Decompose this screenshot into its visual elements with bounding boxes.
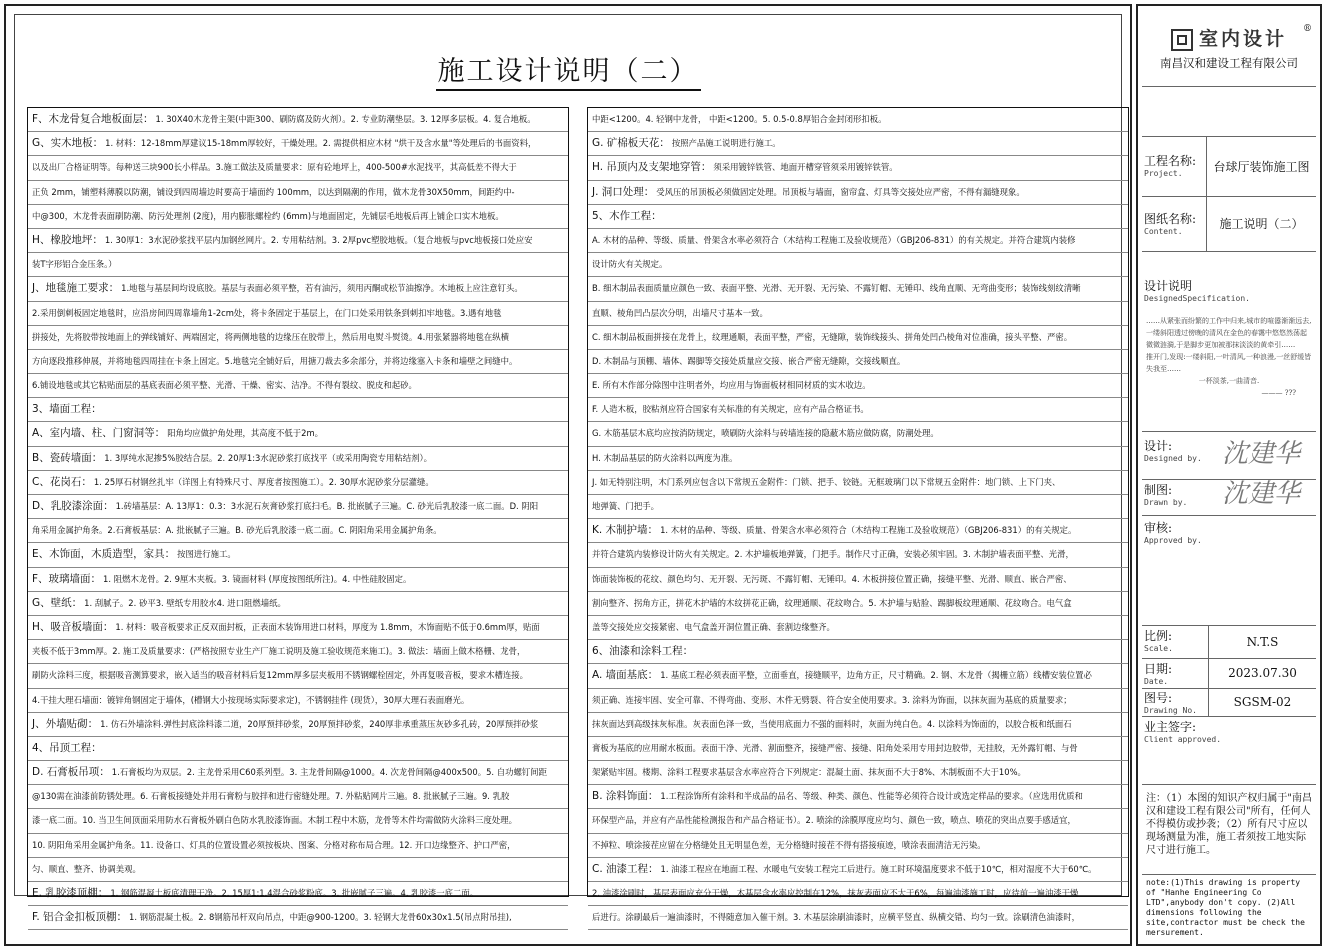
designer-label: 设计: xyxy=(1144,439,1173,453)
spec-line xyxy=(28,422,568,446)
spec-text-4: ——— ??? xyxy=(1261,389,1296,397)
drawing-frame xyxy=(4,4,1132,946)
drawn-row xyxy=(1142,479,1316,516)
spec-text: 1. 阻燃木龙骨。2. 9厘木夹板。3. 镜面材料 (厚度按图纸所注)。4. 中性硅胶固定。 xyxy=(103,573,412,584)
left-column xyxy=(27,107,569,924)
spec-line xyxy=(28,398,568,422)
spec-line xyxy=(588,616,1128,640)
spec-text: H. 木制品基层的防火涂料以两度为准。 xyxy=(592,452,738,463)
spec-heading: H、橡胶地坪： xyxy=(32,233,103,246)
spec-text: 受风压的吊顶板必须做固定处理。吊顶板与墙面，窗帘盒、灯具等交接处应严密，不得有漏缝现象。 xyxy=(656,186,1025,197)
spec-label: 设计说明 xyxy=(1144,279,1193,293)
spec-text-3: 一杯淡茶,一曲清音. xyxy=(1198,377,1260,385)
spec-text: 1.砖墙基层：A. 13厚1：0.3：3水泥石灰膏砂浆打底扫毛。B. 批嵌腻子三遍。C. 砂光后乳胶漆一底二面。D. 阴阳 xyxy=(115,501,539,511)
spec-line xyxy=(588,882,1128,906)
spec-text: D. 木制品与顶棚、墙体、踢脚等交接处质量应交接、嵌合严密无缝隙，交接线顺直。 xyxy=(592,355,906,366)
spec-line xyxy=(588,785,1128,809)
spec-line xyxy=(28,519,568,543)
right-column xyxy=(587,107,1129,923)
spec-line xyxy=(588,447,1128,471)
spec-heading: F、玻璃墙面： xyxy=(32,572,102,585)
spec-text: 1. 25厚石材钢丝扎牢（详图上有特殊尺寸、厚度者按图施工）。2. 30厚水泥砂浆分层灌缝。 xyxy=(93,476,434,487)
spec-text: 方向逐段推移伸展，并将地毯四周挂在卡条上固定。5.地毯完全铺好后，用搪刀裁去多余部分，并将边缘塞入卡条和墙壁之间缝中。 xyxy=(32,355,518,366)
note-en-row xyxy=(1142,874,1316,944)
spec-line xyxy=(588,471,1128,495)
spec-heading: G. 矿棉板天花： xyxy=(592,137,670,150)
spec-text: 按图进行施工。 xyxy=(177,549,236,560)
spec-line xyxy=(588,640,1128,664)
spec-line xyxy=(28,737,568,761)
note-zh-row xyxy=(1142,784,1316,875)
spec-line xyxy=(588,181,1128,205)
drawn-signature: 沈建华 xyxy=(1222,479,1301,509)
project-value: 台球厅装饰施工图 xyxy=(1206,136,1316,196)
spec-line xyxy=(588,689,1128,713)
spec-text: 架紧贴牢固。楼期、涂料工程要求基层含水率应符合下列规定：混凝土面、抹灰面不大于8%、木制板面不大于10%。 xyxy=(592,767,1026,778)
spec-line xyxy=(588,326,1128,350)
spec-text: 直顺、棱角凹凸层次分明，出墙尺寸基本一致。 xyxy=(592,307,768,318)
spec-heading: B. 涂料饰面： xyxy=(592,790,659,803)
page-title: 施工设计说明（二） xyxy=(15,49,1121,88)
content-sub: Content. xyxy=(1144,227,1183,236)
spec-line xyxy=(588,350,1128,374)
title-block xyxy=(1136,4,1322,946)
client-row xyxy=(1142,716,1316,785)
spec-heading: G、壁纸： xyxy=(32,596,83,609)
spec-text: 饰面装饰板的花纹、颜色均匀、无开裂、无污斑、不露钉帽、无锤印。4. 木板拼接位置正确，接缝平整、光滑、顺直、嵌合严密、 xyxy=(592,573,1072,584)
spec-text: 盖等交接处应交接紧密、电气盒盖开洞位置正确、套割边缘整齐。 xyxy=(592,621,835,632)
spec-line xyxy=(28,592,568,616)
spec-line xyxy=(28,906,568,930)
logo-icon xyxy=(1171,29,1193,51)
spec-line xyxy=(28,350,568,374)
spec-text: 夹板不低于3mm厚。2. 施工及质量要求：(严格按照专业生产厂施工说明及施工验收规范来施工)。3. 做法：墙面上做木格栅、龙骨， xyxy=(32,646,526,657)
spec-text: 1. 钢筋混凝土板。2. 8钢筋吊杆双向吊点，中距@900-1200。3. 轻钢大龙骨60x30x1.5(吊点附吊挂), xyxy=(129,912,512,923)
client-label: 业主签字: xyxy=(1144,720,1197,734)
spec-line xyxy=(28,447,568,471)
spec-line xyxy=(588,422,1128,446)
content-value: 施工说明（二） xyxy=(1206,196,1316,251)
spec-heading: D、乳胶漆涂面： xyxy=(32,500,114,512)
drawing-no-label: 图号: xyxy=(1144,691,1173,705)
spec-text: 1. 刮腻子。2. 砂平3. 壁纸专用胶水4. 进口阻燃墙纸。 xyxy=(84,597,286,608)
spec-text: 1. 3厚纯水泥掺5%胶结合层。2. 20厚1:3水泥砂浆打底找平（或采用陶瓷专用粘结剂）。 xyxy=(104,452,433,463)
spec-text: 1. 基底工程必须表面平整，立面垂直，接缝顺平，边角方正，尺寸精确。2. 钢、木龙骨（揭栅立筋）线槽安装位置必 xyxy=(660,670,1092,681)
scale-label: 比例: xyxy=(1144,629,1173,643)
spec-text: 4.干挂大理石墙面：镀锌角钢固定于墙体，(槽钢大小按现场实际要求定)，不锈钢挂件 (现货），30厚大理石表面磨光。 xyxy=(32,694,470,705)
spec-text: 环保型产品，并应有产品性能检测报告和产品合格证书）。2. 喷涂的涂膜厚度应均匀、颜色一致，喷点、喷花的突出点要手感适宜， xyxy=(592,815,1076,826)
spec-line xyxy=(588,108,1128,132)
spec-line xyxy=(28,568,568,592)
spec-text: 按照产品施工说明进行施工。 xyxy=(671,138,781,149)
spec-line xyxy=(588,761,1128,785)
spec-heading: 3、墙面工程： xyxy=(32,403,102,416)
spec-text: 1. 油漆工程应在地面工程、水暖电气安装工程完工后进行。施工时环境温度要求不低于10℃，相对湿度不大于60℃。 xyxy=(660,863,1097,874)
spec-text: G. 木筋基层木底均应按消防规定，喷刷防火涂料与砖墙连接的隐蔽木筋应做防腐，防潮处理。 xyxy=(592,428,939,439)
spec-line xyxy=(28,471,568,495)
drawing-no-sub: Drawing No. xyxy=(1144,706,1197,715)
drawn-sub: Drawn by. xyxy=(1144,498,1188,507)
spec-text-1: ……从紧张而纷繁的工作中归来,城市的喧嚣渐渐远去,一缕斜阳透过傍晚的清风在金色的春霭中悠悠然荡起微微涟漪,于是脚步更加被那抹淡淡的黄牵引…… xyxy=(1146,317,1312,349)
spec-line xyxy=(28,229,568,253)
blank-row xyxy=(1142,86,1316,137)
spec-line xyxy=(28,761,568,785)
company-logo: 室内设计 xyxy=(1142,24,1316,51)
spec-line xyxy=(28,132,568,156)
spec-text: 1. 材料：12-18mm厚建议15-18mm厚较好，干燥处理。2. 需提供相应木材 "烘干及含水量"等处理后的书面资料， xyxy=(105,138,537,149)
spec-text: 后进行。涂刷最后一遍油漆时，不得随意加入催干剂。3. 木基层涂刷油漆时，应横平竖直、纵横交错、均匀一致。涂刷清色油漆时， xyxy=(592,912,1081,923)
drawing-inner-frame xyxy=(14,14,1122,924)
spec-heading: H、吸音板墙面： xyxy=(32,620,114,633)
spec-line xyxy=(588,398,1128,422)
spec-heading: F. 铝合金扣板顶棚： xyxy=(32,911,128,924)
approved-row xyxy=(1142,515,1316,626)
spec-heading: 6、油漆和涂料工程： xyxy=(592,645,694,658)
approved-sub: Approved by. xyxy=(1144,536,1202,545)
spec-text: 6.铺设地毯或其它粘贴面层的基底表面必须平整、光滑、干燥、密实、洁净。不得有裂纹、脱皮和起砂。 xyxy=(32,380,417,391)
spec-text: E. 所有木作部分除图中注明者外，均应用与饰面板材相同材质的实木收边。 xyxy=(592,380,871,391)
note-zh: 注：（1）本图的知识产权归属于"南昌汉和建设工程有限公司"所有，任何人不得模仿或抄袭；（2）所有尺寸应以现场测量为准，施工者须按工地实际尺寸进行施工。 xyxy=(1146,793,1312,856)
spec-heading: B、瓷砖墙面： xyxy=(32,451,103,464)
spec-line xyxy=(588,277,1128,301)
spec-line xyxy=(588,592,1128,616)
spec-text: 匀、顺直、整齐、协调美观。 xyxy=(32,863,141,874)
spec-heading: C、花岗石： xyxy=(32,475,92,488)
spec-line xyxy=(588,543,1128,567)
spec-text: 并符合建筑内装修设计防火有关规定。2. 木护墙板地弹簧，门把手。制作尺寸正确，安装必须牢固。3. 木制护墙表面平整、光滑， xyxy=(592,549,1074,560)
spec-line xyxy=(28,302,568,326)
date-sub: Date. xyxy=(1144,677,1169,686)
spec-line xyxy=(588,906,1128,930)
spec-line xyxy=(28,495,568,519)
spec-text: 刷防火涂料三度，根据吸音测算要求，嵌入适当的吸音材料后复12mm厚多层夹板用不锈钢螺栓固定，外再复吸音板，要求木槽连接。 xyxy=(32,670,528,681)
spec-line xyxy=(588,156,1128,180)
spec-sub: DesignedSpecification. xyxy=(1144,294,1250,303)
spec-heading: J. 洞口处理： xyxy=(592,185,655,198)
spec-text: 2.采用倒刺板固定地毯时，应沿房间四周靠墙角1-2cm处，将卡条固定于基层上，在门口处采用铁条到刺扣牢地毯。3.遇有地毯 xyxy=(32,307,502,318)
spec-line xyxy=(28,640,568,664)
spec-text: 1. 30厚1：3水泥砂浆找平层内加钢丝网片。2. 专用粘结剂。3. 2厚pvc塑胶地板。（复合地板与pvc地板接口处应安 xyxy=(104,234,533,245)
spec-heading: A. 墙面基底： xyxy=(592,669,659,682)
spec-line xyxy=(28,858,568,882)
spec-heading: G、实木地板： xyxy=(32,137,104,150)
spec-text: 1.石膏板均为双层。2. 主龙骨采用C60系列型。3. 主龙骨间隔@1000。4. 次龙骨间隔@400x500。5. 自功螺钉间距 xyxy=(111,767,547,778)
spec-line xyxy=(28,156,568,180)
project-label: 工程名称: xyxy=(1144,154,1197,168)
spec-line xyxy=(28,374,568,398)
spec-line xyxy=(588,834,1128,858)
project-sub: Project. xyxy=(1144,169,1183,178)
content-label: 图纸名称: xyxy=(1144,212,1197,226)
note-en: note:(1)This drawing is property of "Hanhe Engineering Co LTD",anybody don't copy. (2)All dimensions following the site,contractor must be check the mersurement. xyxy=(1146,878,1305,937)
spec-text: 1. 材料：吸音板要求正反双面封板，正表面木装饰用进口材料，厚度为 1.8mm，木饰面贴不低于0.6mm厚，贴面 xyxy=(115,621,540,632)
spec-text: 漆一底二面。10. 当卫生间顶面采用防水石膏板外刷白色防水乳胶漆饰面。木制工程中木筋，龙骨等木件均需做防火涂料三度处理。 xyxy=(32,815,517,826)
spec-line xyxy=(588,858,1128,882)
spec-text: 装T字形铝合金压条。） xyxy=(32,259,117,270)
designer-sub: Designed by. xyxy=(1144,454,1202,463)
scale-row xyxy=(1142,625,1316,659)
spec-text: 抹灰面达到高级抹灰标准。灰表面色泽一致，当使用底面力不强的面料时，灰面为纯白色。4. 以涂料为饰面的，以胶合板和纸面石 xyxy=(592,718,1072,729)
spec-heading: J、地毯施工要求： xyxy=(32,282,120,295)
company-name: 南昌汉和建设工程有限公司 xyxy=(1160,56,1298,70)
spec-text: 须采用镀锌铁管、地面开槽穿管须采用镀锌铁管。 xyxy=(713,162,898,173)
spec-line xyxy=(588,495,1128,519)
spec-heading: 4、吊顶工程： xyxy=(32,741,102,754)
spec-line xyxy=(28,108,568,132)
spec-line xyxy=(28,205,568,229)
date-value: 2023.07.30 xyxy=(1208,658,1316,688)
spec-line xyxy=(28,616,568,640)
scale-value: N.T.S xyxy=(1208,625,1316,658)
spec-text: J. 如无特别注明，木门系列应包含以下常规五金附件：门锁、把手、铰链。无框玻璃门以下常规五金附件：地门锁、上下门夹、 xyxy=(592,476,1061,487)
spec-line xyxy=(28,326,568,350)
client-sub: Client approved. xyxy=(1144,735,1222,744)
spec-line xyxy=(588,132,1128,156)
spec-heading: E、木饰面，木质造型，家具： xyxy=(32,548,176,561)
spec-text: B. 细木制品表面质量应颜色一致、表面平整、光滑、无开裂、无污染、不露钉帽、无锤印、线角直顺、无弯曲变形；装饰线刻纹清晰 xyxy=(592,283,1081,294)
spec-line xyxy=(588,374,1128,398)
spec-text: 中@300，木龙骨表面刷防潮、防污处理剂 (2度)，用内膨胀螺栓约 (6mm)与地面固定，先铺层毛地板后再上铺企口实木地板。 xyxy=(32,210,504,221)
spec-text: F. 人造木板，胶粘剂应符合国家有关标准的有关规定，应有产品合格证书。 xyxy=(592,404,869,415)
spec-heading: A、室内墙、柱、门窗洞等： xyxy=(32,427,166,440)
spec-text: 1.地毯与基层间均设底胶。基层与表面必须平整，若有油污，须用丙酮或松节油擦净。木地板上应注意钉头。 xyxy=(121,283,523,294)
spec-line xyxy=(28,882,568,906)
spec-text: 不掉粒、喷涂接茬应留在分格缝处且无明显色差，无分格缝时接茬不得有搭接痕迹，喷涂表面清洁无污染。 xyxy=(592,839,986,850)
spec-text: 1.工程涂饰所有涂料和半成品的品名、等级、种类、颜色、性能等必须符合设计或选定样品的要求。（应选用优质和 xyxy=(660,791,1083,802)
spec-text: 2. 油漆涂刷时，基层表面应充分干燥，木基层含水率应控制在12%，抹灰表面应不大于6%，每遍油漆施工时，应待前一遍油漆干燥 xyxy=(592,888,1079,898)
content-row xyxy=(1142,196,1316,252)
spec-line xyxy=(28,834,568,858)
spec-text: 膏板为基底的应用耐水板面。表面干净、光滑、割面整齐，接缝严密、接缝、阳角处采用专用封边胶带，无挂胶，无外露钉帽、与骨 xyxy=(592,742,1078,753)
drawing-no-value: SGSM-02 xyxy=(1208,688,1316,716)
scale-sub: Scale. xyxy=(1144,644,1173,653)
spec-text: 1. 仿石外墙涂料.弹性封底涂料漆二道，20厚预拌砂浆，20厚预拌砂浆，240厚非承重蒸压灰砂多孔砖，20厚预拌砂浆 xyxy=(100,718,539,729)
spec-line xyxy=(588,664,1128,688)
spec-line xyxy=(588,568,1128,592)
spec-text: 割向整齐、拐角方正，拼花木护墙的木纹拼花正确，纹理通顺、花纹吻合。5. 木护墙与贴脸、踢脚板纹理通顺、花纹吻合。电气盒 xyxy=(592,597,1072,608)
spec-text: 正负 2mm，铺塑料薄膜以防潮，铺设到四周墙边时要高于墙面约 100mm，以达到隔潮的作用，做木龙骨30X50mm，间距约中- xyxy=(32,186,515,197)
spec-heading: K. 木制护墙： xyxy=(592,524,659,537)
spec-line xyxy=(588,713,1128,737)
spec-line xyxy=(588,302,1128,326)
spec-line xyxy=(588,519,1128,543)
registered-mark: ® xyxy=(1303,24,1312,34)
logo-row xyxy=(1142,6,1316,87)
spec-line xyxy=(28,253,568,277)
spec-text: 1. 木材的品种、等级、质量、骨架含水率必须符合（木结构工程施工及验收规范）（GBJ206-831）的有关规定。 xyxy=(660,525,1077,536)
spec-text: @130需在油漆前防锈处理。6. 石膏板接缝处并用石膏粉与胶拌和进行密缝处理。7. 外粘贴网片三遍。8. 批嵌腻子三遍。9. 乳胶 xyxy=(32,791,510,802)
spec-line xyxy=(588,809,1128,833)
spec-text: 中距<1200。4. 轻钢中龙骨， 中距<1200。5. 0.5-0.8厚铝合金封闭形扣板。 xyxy=(592,114,887,124)
spec-text: 拼接处，先将胶带按地面上的弹线铺好、两端固定，将两侧地毯的边缘压在胶带上，然后用电熨斗熨烫。4.用张紧器将地毯在纵横 xyxy=(32,331,509,342)
approved-label: 审核: xyxy=(1144,521,1173,535)
spec-text: 10. 阴阳角采用金属护角条。11. 设备口、灯具的位置设置必须按板块、图案、分格对称布局合理。12. 开口边缘整齐、护口严密， xyxy=(32,839,516,850)
spec-line xyxy=(28,664,568,688)
date-row xyxy=(1142,658,1316,689)
spec-line xyxy=(28,543,568,567)
spec-heading: J、外墙贴砌： xyxy=(32,717,99,730)
spec-heading: E. 乳胶漆顶棚： xyxy=(32,887,109,899)
spec-text: 1. 30X40木龙骨主架(中距300、刷防腐及防火剂）。2. 专业防潮垫层。3. 12厚多层板。4. 复合地板。 xyxy=(155,114,536,124)
spec-heading: H. 吊顶内及支架地穿管： xyxy=(592,161,712,174)
spec-heading: 5、木作工程： xyxy=(592,209,662,222)
spec-text: 以及出厂合格证明等。每种送三块900长小样品。3.施工做法及质量要求：原有砼地坪上，400-500#水泥找平，其高低差不得大于 xyxy=(32,162,517,173)
spec-line xyxy=(28,713,568,737)
spec-line xyxy=(28,809,568,833)
spec-text: 1. 钢筋混凝土板底清理干净。2. 15厚1:1.4混合砂浆粉底。3. 批嵌腻子三遍。4. 乳胶漆一底二面。 xyxy=(110,888,479,898)
drawing-no-row xyxy=(1142,688,1316,717)
spec-line xyxy=(588,253,1128,277)
spec-line xyxy=(28,689,568,713)
project-row xyxy=(1142,136,1316,197)
spec-line xyxy=(588,737,1128,761)
spec-text: 阳角均应做护角处理，其高度不低于2m。 xyxy=(167,428,324,439)
spec-text: 角采用金属护角条。2.石膏板基层：A. 批嵌腻子三遍。B. 砂光后乳胶漆一底二面。C. 阴阳角采用金属护角条。 xyxy=(32,525,442,536)
spec-text-2: 推开门,发现:一缕斜阳,一叶清风,一种浪漫,一丝舒缓皆失我至…… xyxy=(1146,353,1312,373)
spec-heading: D. 石膏板吊项： xyxy=(32,766,110,779)
spec-text: C. 细木制品板面拼接在龙骨上，纹理通顺，表面平整，严密，无缝隙，装饰线接头、拼角处凹凸棱角对位准确，接头平整、严密。 xyxy=(592,331,1073,342)
date-label: 日期: xyxy=(1144,662,1173,676)
spec-line xyxy=(28,181,568,205)
spec-row xyxy=(1142,251,1316,432)
spec-text: A. 木材的品种、等级、质量、骨架含水率必须符合（木结构工程施工及验收规范）（GBJ206-831）的有关规定。并符合建筑内装修 xyxy=(592,234,1076,245)
spec-heading: F、木龙骨复合地板面层： xyxy=(32,113,154,125)
spec-text: 须正确、连接牢固、安全可靠、不得弯曲、变形、木件无劈裂、符合安全使用要求。3. 涂料为饰面，以抹灰面为基底的质量要求； xyxy=(592,694,1072,705)
spec-line xyxy=(28,277,568,301)
spec-line xyxy=(28,785,568,809)
spec-text: 地弹簧、门把手。 xyxy=(592,501,659,511)
spec-line xyxy=(588,205,1128,229)
spec-text: 设计防火有关规定。 xyxy=(592,259,668,270)
drawn-label: 制图: xyxy=(1144,483,1173,497)
designer-signature: 沈建华 xyxy=(1222,439,1301,469)
spec-line xyxy=(588,229,1128,253)
spec-heading: C. 油漆工程： xyxy=(592,862,659,875)
